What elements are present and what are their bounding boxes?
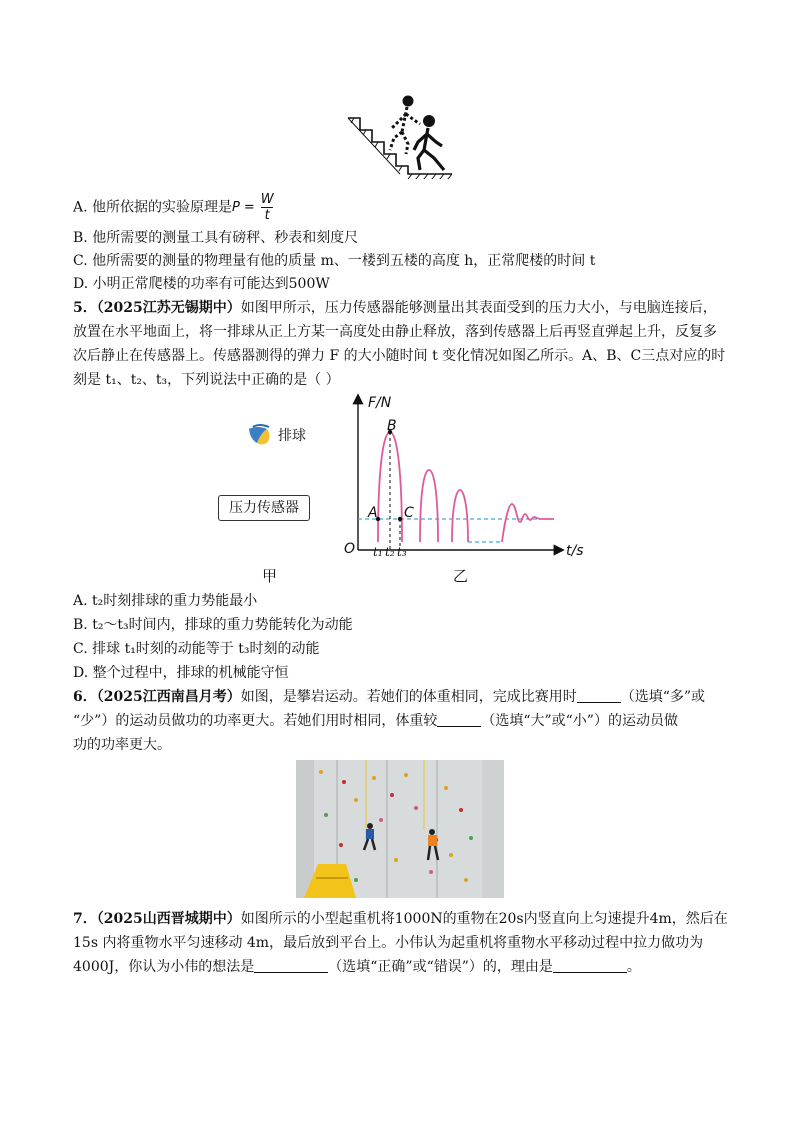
q5-stem-line-2: 放置在水平地面上，将一排球从正上方某一高度处由静止释放，落到传感器上后再竖直弹起上升，反复多	[73, 324, 717, 340]
answer-blank-1[interactable]	[577, 688, 621, 703]
power-formula: P = $\frac{W}{t}$	[232, 192, 274, 223]
stair-climbing-figure	[340, 92, 460, 180]
answer-blank-2[interactable]	[437, 712, 481, 727]
graph-label-a: A	[368, 505, 378, 521]
q4-option-d: D. 小明正常爬楼的功率有可能达到500W	[73, 276, 330, 292]
volleyball-icon	[247, 423, 273, 447]
q5-option-c: C. 排球 t₁时刻的动能等于 t₃时刻的动能	[73, 641, 320, 657]
person-solid-head	[423, 115, 435, 127]
answer-blank-3[interactable]	[254, 958, 328, 973]
q4-option-a: A. 他所依据的实验原理是 P = $\frac{W}{t}$	[73, 192, 274, 223]
q7-stem-line-1: 7．（2025山西晋城期中）如图所示的小型起重机将1000N的重物在20s内竖直向上匀速提升4m，然后在	[73, 911, 728, 927]
question-source: （2025山西晋城期中）	[96, 911, 241, 927]
figure-label-jia: 甲	[262, 567, 278, 585]
person-dashed-head	[403, 96, 414, 107]
q6-stem-line-2: “少”）的运动员做功的功率更大。若她们用时相同，体重较 （选填“大”或“小”）的运动员做	[73, 713, 678, 729]
q4-option-b: B. 他所需要的测量工具有磅秤、秒表和刻度尺	[73, 230, 359, 246]
q7-stem-line-2: 15s 内将重物水平匀速移动 4m，最后放到平台上。小伟认为起重机将重物水平移动过程中拉力做功为	[73, 935, 704, 951]
ball-label: 排球	[278, 428, 306, 444]
q5-option-d: D. 整个过程中，排球的机械能守恒	[73, 665, 289, 681]
tick-t1: t₁	[373, 545, 383, 559]
figure-label-yi: 乙	[453, 567, 469, 585]
q5-stem-line-4: 刻是 t₁、t₂、t₃，下列说法中正确的是（ ）	[73, 372, 340, 388]
question-number: 6．	[73, 689, 97, 705]
question-source: （2025江苏无锡期中）	[96, 300, 241, 316]
graph-origin: O	[344, 541, 356, 557]
point-c	[398, 517, 402, 521]
question-number: 7．	[73, 911, 97, 927]
q6-stem-line-1: 6．（2025江西南昌月考）如图，是攀岩运动。若她们的体重相同，完成比赛用时 （选填“多”或	[73, 689, 706, 705]
q5-option-b: B. t₂～t₃时间内，排球的重力势能转化为动能	[73, 617, 353, 633]
q5-option-a: A. t₂时刻排球的重力势能最小	[73, 593, 258, 609]
q7-stem-line-3: 4000J，你认为小伟的想法是 （选填“正确”或“错误”）的，理由是 。	[73, 959, 641, 975]
q4-option-c: C. 他所需要的测量的物理量有他的质量 m、一楼到五楼的高度 h，正常爬楼的时间 t	[73, 253, 596, 269]
tick-t3: t₃	[397, 545, 407, 559]
question-number: 5．	[73, 300, 97, 316]
rock-climbing-photo	[296, 760, 504, 898]
staircase	[348, 118, 452, 174]
question-source: （2025江西南昌月考）	[96, 689, 241, 705]
impact-curve-3	[452, 490, 468, 542]
pressure-sensor-box: 压力传感器	[218, 495, 310, 521]
graph-x-label: t/s	[566, 543, 584, 559]
impact-curve-2	[420, 470, 438, 542]
q5-stem-line-1: 5．（2025江苏无锡期中）如图甲所示，压力传感器能够测量出其表面受到的压力大小，与电脑连接后，	[73, 300, 717, 316]
graph-label-c: C	[404, 505, 414, 521]
q5-stem-line-3: 次后静止在传感器上。传感器测得的弹力 F 的大小随时间 t 变化情况如图乙所示。A、B、C三点对应的时	[73, 348, 726, 364]
graph-y-label: F/N	[368, 395, 392, 411]
answer-blank-4[interactable]	[553, 958, 627, 973]
force-time-graph	[340, 392, 600, 564]
q6-stem-line-3: 功的功率更大。	[73, 737, 171, 753]
settling-curve	[502, 504, 554, 542]
graph-label-b: B	[387, 418, 397, 434]
tick-t2: t₂	[385, 545, 395, 559]
